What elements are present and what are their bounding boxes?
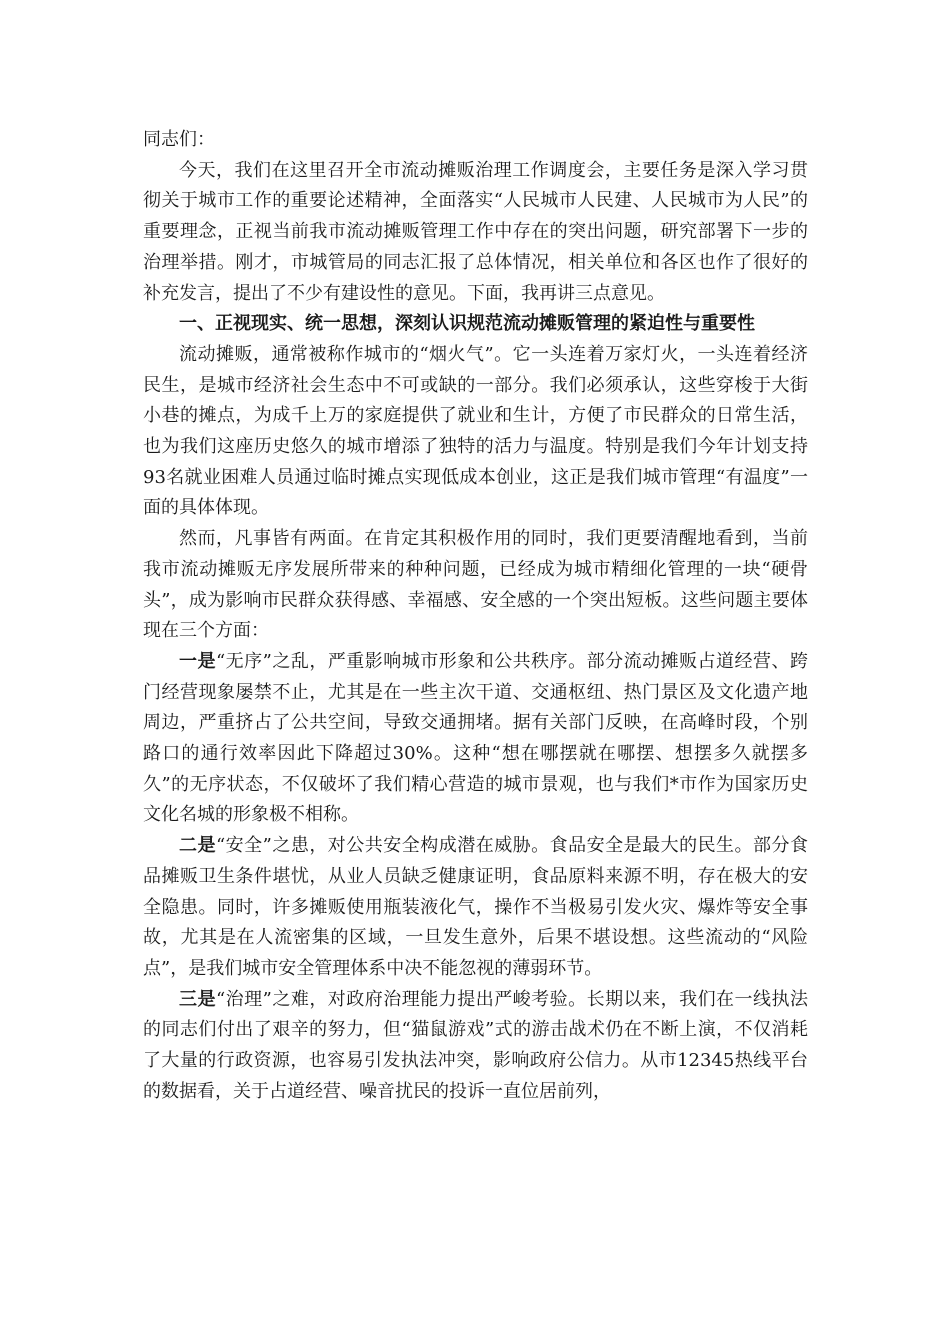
point-lead: 一是 (179, 650, 216, 672)
point-paragraph-1 (143, 647, 808, 831)
point-paragraph-2 (143, 831, 808, 985)
point-paragraph-3 (143, 985, 808, 1108)
body-paragraph: 流动摊贩，通常被称作城市的“烟火气”。它一头连着万家灯火，一头连着经济民生，是城市经济社会生态中不可或缺的一部分。我们必须承认，这些穿梭于大街小巷的摊点，为成千上万的家庭提供了就业和生计，方便了市民群众的日常生活，也为我们这座历史悠久的城市增添了独特的活力与温度。特别是我们今年计划支持93名就业困难人员通过临时摊点实现低成本创业，这正是我们城市管理“有温度”一面的具体体现。 (143, 343, 808, 519)
salutation: 同志们： (143, 129, 215, 150)
point-lead: 二是 (179, 835, 216, 857)
point-text: “安全”之患，对公共安全构成潜在威胁。食品安全是最大的民生。部分食品摊贩卫生条件堪忧，从业人员缺乏健康证明，食品原料来源不明，存在极大的安全隐患。同时，许多摊贩使用瓶装液化气，操作不当极易引发火灾、爆炸等安全事故，尤其是在人流密集的区域，一旦发生意外，后果不堪设想。这些流动的“风险点”，是我们城市安全管理体系中决不能忽视的薄弱环节。 (143, 835, 809, 979)
point-text: “治理”之难，对政府治理能力提出严峻考验。长期以来，我们在一线执法的同志们付出了艰辛的努力，但“猫鼠游戏”式的游击战术仍在不断上演，不仅消耗了大量的行政资源，也容易引发执法冲突，影响政府公信力。从市12345热线平台的数据看，关于占道经营、噪音扰民的投诉一直位居前列， (143, 988, 809, 1102)
document-body (143, 125, 808, 1108)
point-lead: 三是 (179, 988, 216, 1010)
intro-paragraph: 今天，我们在这里召开全市流动摊贩治理工作调度会，主要任务是深入学习贯彻关于城市工作的重要论述精神，全面落实“人民城市人民建、人民城市为人民”的重要理念，正视当前我市流动摊贩管理工作中存在的突出问题，研究部署下一步的治理举措。刚才，市城管局的同志汇报了总体情况，相关单位和各区也作了很好的补充发言，提出了不少有建设性的意见。下面，我再讲三点意见。 (143, 159, 808, 304)
body-paragraph: 然而，凡事皆有两面。在肯定其积极作用的同时，我们更要清醒地看到，当前我市流动摊贩无序发展所带来的种种问题，已经成为城市精细化管理的一块“硬骨头”，成为影响市民群众获得感、幸福感、安全感的一个突出短板。这些问题主要体现在三个方面： (143, 528, 808, 642)
point-text: “无序”之乱，严重影响城市形象和公共秩序。部分流动摊贩占道经营、跨门经营现象屡禁不止，尤其是在一些主次干道、交通枢纽、热门景区及文化遗产地周边，严重挤占了公共空间，导致交通拥堵。据有关部门反映，在高峰时段，个别路口的通行效率因此下降超过30%。这种“想在哪摆就在哪摆、想摆多久就摆多久”的无序状态，不仅破坏了我们精心营造的城市景观，也与我们*市作为国家历史文化名城的形象极不相称。 (143, 650, 809, 826)
section-heading-1: 一、正视现实、统一思想，深刻认识规范流动摊贩管理的紧迫性与重要性 (179, 313, 755, 335)
